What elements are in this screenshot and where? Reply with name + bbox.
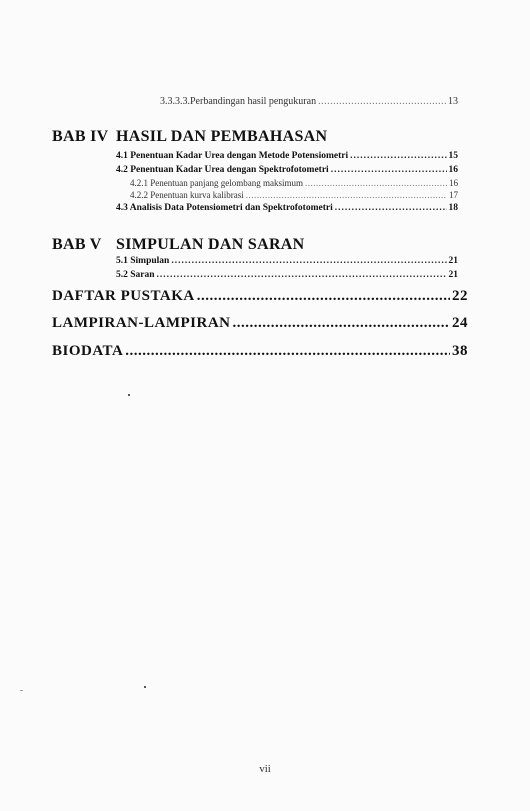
toc-entry-3-3-3-3 [160, 96, 458, 107]
toc-entry-lampiran [52, 315, 468, 332]
toc-entry-4-3 [116, 203, 458, 213]
toc-entry-4-1 [116, 151, 458, 161]
toc-entry-page: 16 [449, 178, 458, 188]
scan-speck [128, 394, 130, 396]
dot-leader [246, 190, 447, 200]
toc-entry-label: 5.1 Simpulan [116, 256, 170, 266]
toc-entry-page: 17 [449, 190, 458, 200]
dot-leader [125, 343, 450, 360]
toc-entry-page: 15 [448, 151, 458, 161]
chapter-title: HASIL DAN PEMBAHASAN [116, 128, 328, 145]
toc-entry-label: 5.2 Saran [116, 270, 155, 280]
dot-leader [318, 96, 446, 107]
toc-entry-page: 13 [448, 96, 458, 107]
toc-entry-label: LAMPIRAN-LAMPIRAN [52, 315, 231, 331]
toc-entry-page: 24 [452, 315, 468, 331]
dot-leader [157, 270, 447, 280]
scan-speck [20, 690, 23, 691]
dot-leader [335, 203, 447, 213]
toc-entry-page: 21 [448, 256, 458, 266]
toc-entry-4-2-1 [130, 178, 458, 188]
toc-entry-label: 4.2.1 Penentuan panjang gelombang maksimum [130, 178, 303, 188]
toc-entry-label: 4.2 Penentuan Kadar Urea dengan Spektrofotometri [116, 165, 329, 175]
dot-leader [232, 315, 450, 332]
toc-entry-label: 4.1 Penentuan Kadar Urea dengan Metode Potensiometri [116, 151, 349, 161]
chapter-number: BAB IV [52, 128, 109, 145]
toc-entry-label: DAFTAR PUSTAKA [52, 288, 195, 304]
dot-leader [305, 178, 447, 188]
chapter-number: BAB V [52, 236, 102, 253]
toc-entry-page: 16 [448, 165, 458, 175]
toc-entry-label: 4.2.2 Penentuan kurva kalibrasi [130, 190, 244, 200]
toc-entry-page: 22 [452, 288, 468, 304]
toc-entry-label: 4.3 Analisis Data Potensiometri dan Spektrofotometri [116, 203, 333, 213]
dot-leader [331, 165, 447, 175]
toc-entry-page: 38 [452, 343, 468, 359]
toc-entry-label: BIODATA [52, 343, 124, 359]
page-number: vii [259, 763, 271, 775]
toc-entry-4-2-2 [130, 190, 458, 200]
scan-speck [144, 686, 146, 688]
chapter-title: SIMPULAN DAN SARAN [116, 236, 305, 253]
chapter-heading-4 [52, 128, 328, 146]
toc-entry-biodata [52, 343, 468, 360]
toc-entry-daftar-pustaka [52, 288, 468, 305]
toc-entry-page: 21 [448, 270, 458, 280]
toc-entry-5-2 [116, 270, 458, 280]
toc-entry-label: 3.3.3.3.Perbandingan hasil pengukuran [160, 96, 317, 107]
toc-entry-5-1 [116, 256, 458, 266]
dot-leader [197, 288, 450, 305]
dot-leader [171, 256, 446, 266]
chapter-heading-5 [52, 236, 305, 254]
toc-entry-4-2 [116, 165, 458, 175]
dot-leader [350, 151, 446, 161]
toc-entry-page: 18 [448, 203, 458, 213]
